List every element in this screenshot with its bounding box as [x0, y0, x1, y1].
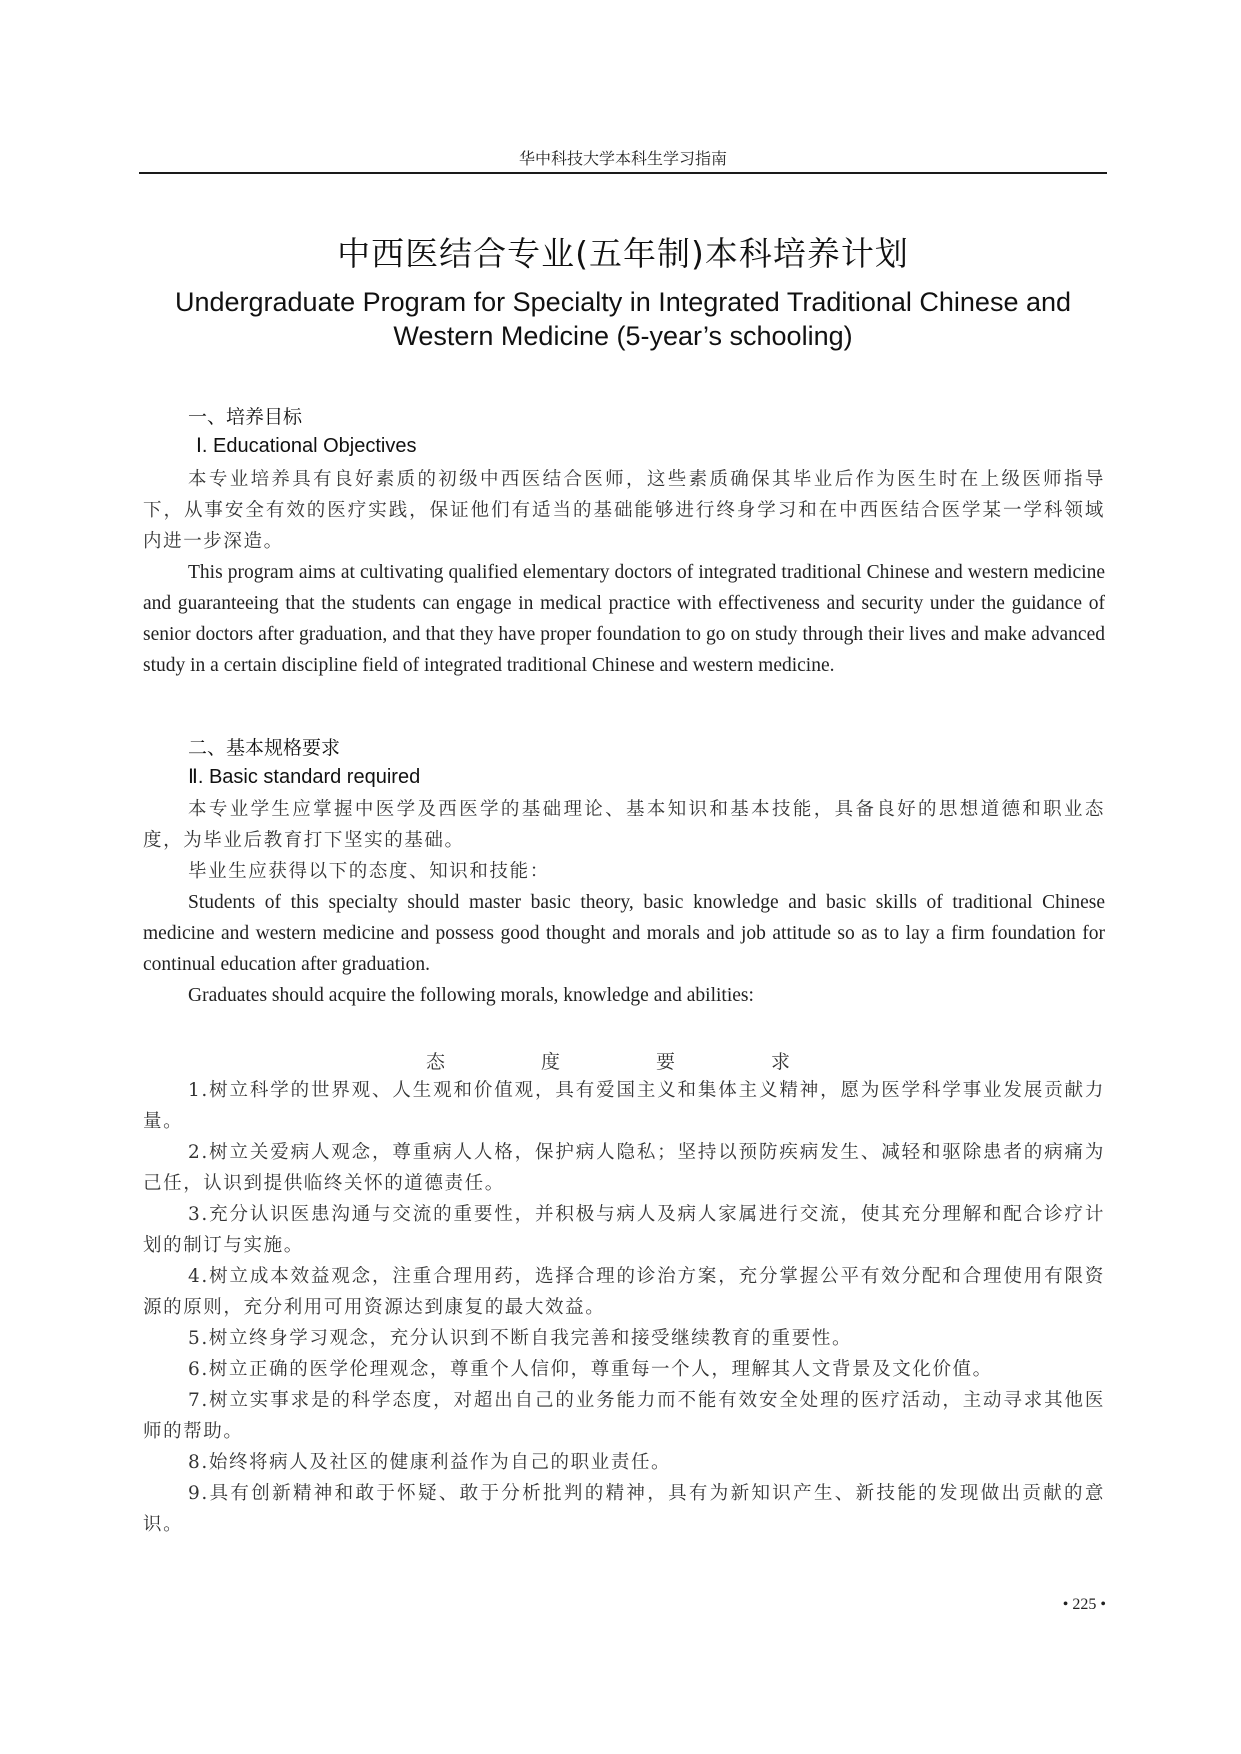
attitude-item: 5.树立终身学习观念，充分认识到不断自我完善和接受继续教育的重要性。 — [188, 1328, 853, 1349]
section2-heading-en: Ⅱ. Basic standard required — [188, 766, 421, 788]
title-english: Undergraduate Program for Specialty in Integrated Traditional Chinese and Western Medicine (5-year’s schooling) — [174, 287, 1072, 351]
attitude-item: 6.树立正确的医学伦理观念，尊重个人信仰，尊重每一个人，理解其人文背景及文化价值。 — [188, 1359, 993, 1380]
section1-paragraph-en: This program aims at cultivating qualified elementary doctors of integrated traditional Chinese and western medicine and guaranteeing that the students can engage in medical practice with effectiveness and security under the guidance of senior doctors after graduation, and that they have proper foundation to go on study through their lives and make advanced study in a certain discipline field of integrated traditional Chinese and western medicine. — [143, 562, 1105, 676]
section1-paragraph-zh: 本专业培养具有良好素质的初级中西医结合医师，这些素质确保其毕业后作为医生时在上级医师指导下，从事安全有效的医疗实践，保证他们有适当的基础能够进行终身学习和在中西医结合医学某一学科领域内进一步深造。 — [143, 469, 1105, 552]
section2-heading-zh: 二、基本规格要求 — [188, 737, 341, 759]
title-chinese: 中西医结合专业(五年制)本科培养计划 — [337, 234, 909, 273]
section2-paragraph-en-2: Graduates should acquire the following morals, knowledge and abilities: — [188, 985, 754, 1006]
attitude-item: 3.充分认识医患沟通与交流的重要性，并积极与病人及病人家属进行交流，使其充分理解和配合诊疗计划的制订与实施。 — [143, 1204, 1105, 1256]
attitude-item: 2.树立关爱病人观念，尊重病人人格，保护病人隐私；坚持以预防疾病发生、减轻和驱除患者的病痛为己任，认识到提供临终关怀的道德责任。 — [143, 1142, 1105, 1194]
attitude-list — [143, 1075, 1105, 1540]
section1-heading-zh: 一、培养目标 — [188, 406, 303, 428]
attitude-item: 9.具有创新精神和敢于怀疑、敢于分析批判的精神，具有为新知识产生、新技能的发现做出贡献的意识。 — [143, 1483, 1105, 1535]
page-number: • 225 • — [1062, 1596, 1106, 1613]
attitude-item: 8.始终将病人及社区的健康利益作为自己的职业责任。 — [188, 1452, 672, 1473]
attitude-item: 1.树立科学的世界观、人生观和价值观，具有爱国主义和集体主义精神，愿为医学科学事业发展贡献力量。 — [143, 1080, 1105, 1132]
header-rule — [139, 172, 1107, 174]
section1-heading-en: Ⅰ. Educational Objectives — [196, 435, 417, 457]
attitude-item: 4.树立成本效益观念，注重合理用药，选择合理的诊治方案，充分掌握公平有效分配和合理使用有限资源的原则，充分利用可用资源达到康复的最大效益。 — [143, 1266, 1105, 1318]
section2-paragraph-zh-1: 本专业学生应掌握中医学及西医学的基础理论、基本知识和基本技能，具备良好的思想道德和职业态度，为毕业后教育打下坚实的基础。 — [143, 799, 1105, 851]
running-header: 华中科技大学本科生学习指南 — [518, 149, 727, 168]
attitude-heading: 态 度 要 求 — [425, 1051, 821, 1073]
section2-paragraph-zh-2: 毕业生应获得以下的态度、知识和技能： — [188, 861, 550, 882]
attitude-item: 7.树立实事求是的科学态度，对超出自己的业务能力而不能有效安全处理的医疗活动，主动寻求其他医师的帮助。 — [143, 1390, 1105, 1442]
section2-paragraph-en-1: Students of this specialty should master basic theory, basic knowledge and basic skills of traditional Chinese medicine and western medicine and possess good thought and morals and job attitude so as to lay a firm foundation for continual education after graduation. — [143, 892, 1105, 975]
